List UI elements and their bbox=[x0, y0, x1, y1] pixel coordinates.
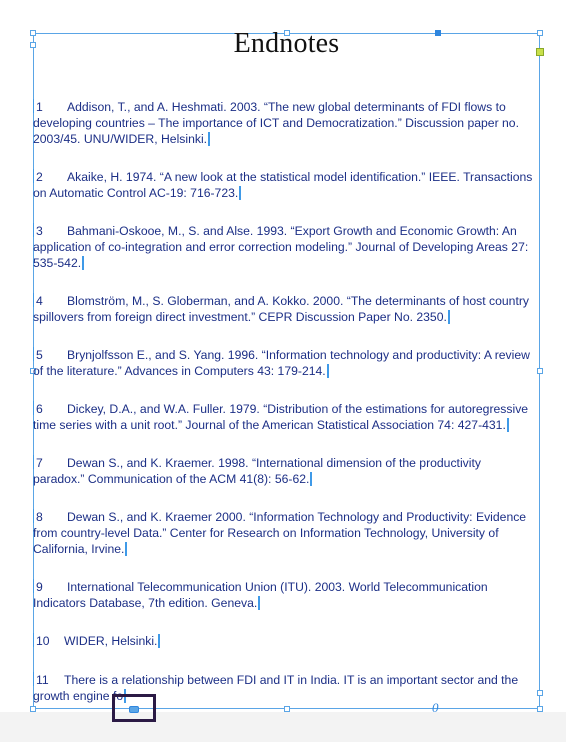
endnote-8[interactable] bbox=[33, 509, 533, 557]
endnote-text: Blomström, M., S. Globerman, and A. Kokko. 2000. “The determinants of host country spillovers from foreign direct investment.” CEPR Discussion Paper No. 2350. bbox=[33, 294, 529, 324]
endnote-text: Dewan S., and K. Kraemer. 1998. “International dimension of the productivity paradox.” Communication of the ACM 41(8): 56-62. bbox=[33, 456, 481, 486]
endnote-marker-icon bbox=[33, 293, 34, 307]
endnote-number: 11 bbox=[36, 673, 49, 687]
endnote-marker-icon bbox=[33, 672, 34, 686]
endnote-11[interactable] bbox=[33, 672, 533, 704]
endnote-1[interactable] bbox=[33, 99, 533, 147]
endnote-7[interactable] bbox=[33, 455, 533, 487]
endnote-end-marker-icon bbox=[327, 364, 329, 378]
endnote-text: Akaike, H. 1974. “A new look at the statistical model identification.” IEEE. Transactions on Automatic Control AC-19: 716-723. bbox=[33, 170, 533, 200]
frame-handle-bottom-left[interactable] bbox=[30, 706, 36, 712]
endnote-marker-icon bbox=[33, 169, 34, 183]
endnote-5[interactable] bbox=[33, 347, 533, 379]
endnote-4[interactable] bbox=[33, 293, 533, 325]
endnote-number: 9 bbox=[36, 580, 43, 594]
endnote-marker-icon bbox=[33, 347, 34, 361]
endnote-text: Dickey, D.A., and W.A. Fuller. 1979. “Distribution of the estimations for autoregressive time series with a unit root.” Journal of the American Statistical Association 74: 427-431. bbox=[33, 402, 529, 432]
endnote-end-marker-icon bbox=[208, 132, 210, 146]
endnote-6[interactable] bbox=[33, 401, 533, 433]
endnote-end-marker-icon bbox=[158, 634, 160, 648]
frame-handle-bottom-right[interactable] bbox=[537, 706, 543, 712]
endnote-10[interactable] bbox=[33, 633, 533, 649]
endnote-number: 3 bbox=[36, 224, 43, 238]
endnote-marker-icon bbox=[33, 633, 34, 647]
endnote-9[interactable] bbox=[33, 579, 533, 611]
endnote-text: Bahmani-Oskooe, M., S. and Alse. 1993. “Export Growth and Economic Growth: An application of co-integration and error correction modeling.” Journal of Developing Areas 27: 535-542. bbox=[33, 224, 529, 270]
endnote-3[interactable] bbox=[33, 223, 533, 271]
endnote-number: 10 bbox=[36, 634, 50, 648]
endnote-marker-icon bbox=[33, 99, 34, 113]
endnote-number: 5 bbox=[36, 348, 43, 362]
endnotes-title: Endnotes bbox=[233, 28, 340, 59]
frame-handle-right-lower[interactable] bbox=[537, 690, 543, 696]
endnote-number: 7 bbox=[36, 456, 43, 470]
endnote-marker-icon bbox=[33, 579, 34, 593]
endnote-text: Dewan S., and K. Kraemer 2000. “Information Technology and Productivity: Evidence from country-level Data.” Center for Research on Information Technology, University of California, Irvine. bbox=[33, 510, 527, 556]
endnote-2[interactable] bbox=[33, 169, 533, 201]
frame-handle-middle-right[interactable] bbox=[537, 368, 543, 374]
endnote-end-marker-icon bbox=[448, 310, 450, 324]
endnote-end-marker-icon bbox=[310, 472, 312, 486]
endnote-end-marker-icon bbox=[507, 418, 509, 432]
endnote-marker-icon bbox=[33, 223, 34, 237]
endnote-marker-icon bbox=[33, 509, 34, 523]
endnote-text: WIDER, Helsinki. bbox=[64, 634, 158, 648]
endnote-text: There is a relationship between FDI and IT in India. IT is an important sector and the growth engine fo bbox=[33, 673, 519, 703]
endnote-end-marker-icon bbox=[125, 542, 127, 556]
endnote-marker-icon bbox=[33, 401, 34, 415]
endnote-number: 6 bbox=[36, 402, 43, 416]
endnote-text: Brynjolfsson E., and S. Yang. 1996. “Information technology and productivity: A review of the literature.” Advances in Computers 43: 179-214. bbox=[33, 348, 530, 378]
endnote-marker-icon bbox=[33, 455, 34, 469]
endnote-number: 1 bbox=[36, 100, 43, 114]
endnote-text: Addison, T., and A. Heshmati. 2003. “The new global determinants of FDI flows to developing countries – The importance of ICT and Democratization.” Discussion paper no. 2003/45. UNU/WIDER, Helsinki. bbox=[33, 100, 519, 146]
frame-handle-bottom-middle[interactable] bbox=[284, 706, 290, 712]
endnote-end-marker-icon bbox=[258, 596, 260, 610]
overset-text-icon[interactable] bbox=[129, 706, 139, 713]
pasteboard-strip bbox=[0, 712, 566, 742]
endnote-number: 2 bbox=[36, 170, 43, 184]
endnote-number: 4 bbox=[36, 294, 43, 308]
frame-out-port-marker: 0 bbox=[432, 700, 439, 715]
endnote-text: International Telecommunication Union (ITU). 2003. World Telecommunication Indicators Database, 7th edition. Geneva. bbox=[33, 580, 488, 610]
endnote-end-marker-icon bbox=[239, 186, 241, 200]
endnote-number: 8 bbox=[36, 510, 43, 524]
endnote-end-marker-icon bbox=[82, 256, 84, 270]
